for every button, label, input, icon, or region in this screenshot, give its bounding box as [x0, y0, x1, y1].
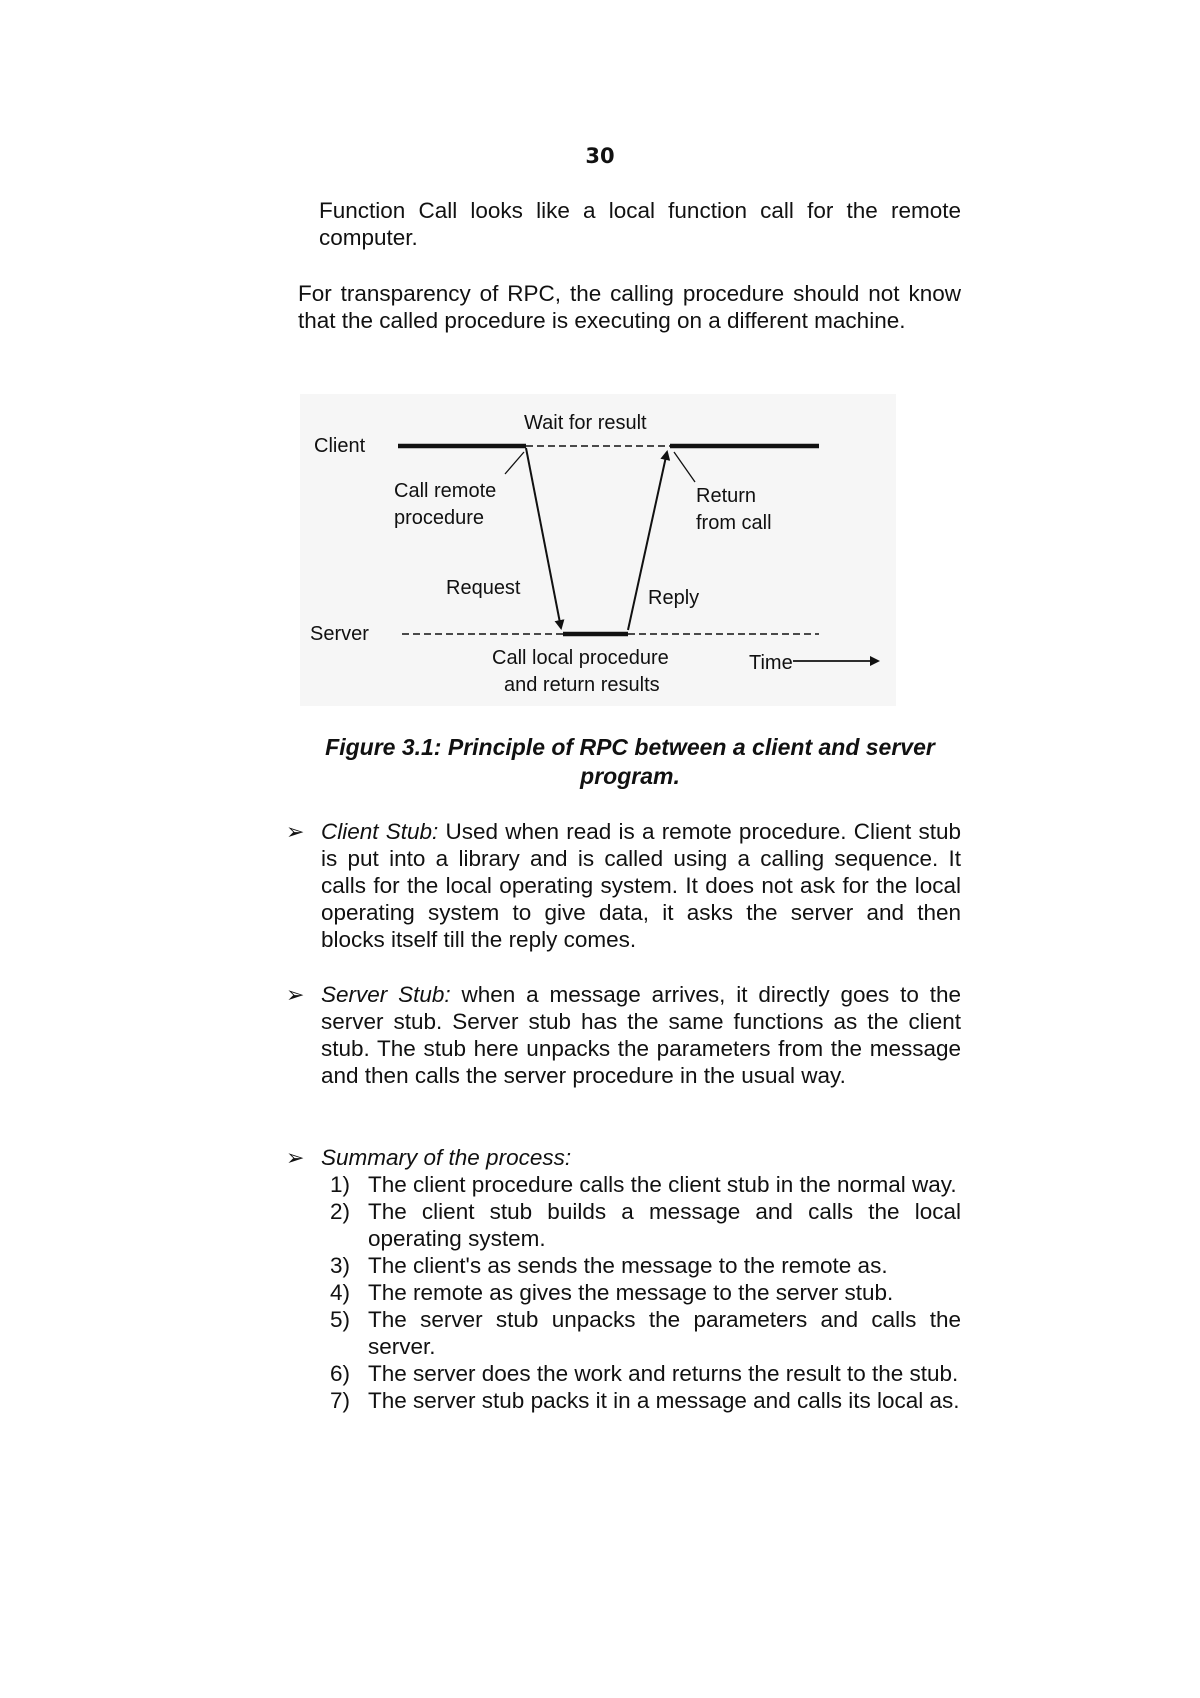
step-number: 2) — [330, 1199, 351, 1224]
label-wait-for-result: Wait for result — [524, 412, 647, 434]
bullet-summary — [286, 1144, 961, 1171]
list-item — [330, 1360, 961, 1387]
bullet-marker: ➢ — [286, 819, 305, 844]
paragraph-function-call: Function Call looks like a local function call for the remote computer. — [319, 198, 961, 250]
label-server: Server — [310, 623, 369, 645]
list-item — [330, 1198, 961, 1252]
bullet-body: when a message arrives, it directly goes to the server stub. Server stub has the same functions as the client stub. The stub here unpacks the parameters from the message and then calls the server procedure in the usual way. — [321, 982, 961, 1088]
request-arrow — [526, 448, 561, 628]
label-call-local-2: and return results — [504, 674, 660, 696]
call-remote-leader — [505, 452, 524, 474]
label-return-2: from call — [696, 512, 772, 534]
label-request: Request — [446, 577, 521, 599]
label-client: Client — [314, 435, 366, 457]
bullet-marker: ➢ — [286, 982, 305, 1007]
label-time: Time — [749, 652, 793, 674]
return-leader — [674, 452, 695, 482]
step-number: 1) — [330, 1172, 351, 1197]
step-number: 7) — [330, 1388, 351, 1413]
step-number: 4) — [330, 1280, 351, 1305]
bullet-body: Used when read is a remote procedure. Client stub is put into a library and is called using a calling sequence. It calls for the local operating system. It does not ask for the local operating system to give data, it asks the server and then blocks itself till the reply comes. — [321, 819, 961, 952]
bullet-server-stub — [286, 981, 961, 1089]
bullet-term: Client Stub: — [321, 819, 439, 844]
label-call-remote-2: procedure — [394, 507, 485, 529]
step-text: The client procedure calls the client stub in the normal way. — [368, 1172, 957, 1197]
step-text: The server stub unpacks the parameters and calls the server. — [368, 1307, 961, 1359]
bullet-text — [321, 981, 961, 1089]
list-item — [330, 1387, 961, 1414]
label-return-1: Return — [696, 485, 757, 507]
step-text: The server stub packs it in a message and calls its local as. — [368, 1388, 960, 1413]
paragraph-transparency: For transparency of RPC, the calling procedure should not know that the called procedure is executing on a different machine. — [298, 281, 961, 333]
list-item — [330, 1171, 961, 1198]
label-reply: Reply — [648, 587, 700, 609]
list-item — [330, 1279, 961, 1306]
summary-steps-list — [330, 1171, 961, 1414]
list-item — [330, 1306, 961, 1360]
bullet-text — [321, 1144, 961, 1171]
bullet-client-stub — [286, 818, 961, 953]
bullet-term: Summary of the process: — [321, 1145, 572, 1170]
step-number: 6) — [330, 1361, 351, 1386]
step-text: The client's as sends the message to the remote as. — [368, 1253, 888, 1278]
step-text: The server does the work and returns the result to the stub. — [368, 1361, 959, 1386]
page-number: 30 — [585, 144, 615, 168]
step-number: 3) — [330, 1253, 351, 1278]
bullet-marker: ➢ — [286, 1145, 305, 1170]
step-text: The client stub builds a message and calls the local operating system. — [368, 1199, 961, 1251]
rpc-figure — [300, 394, 896, 706]
bullet-text — [321, 818, 961, 953]
step-number: 5) — [330, 1307, 351, 1332]
figure-caption: Figure 3.1: Principle of RPC between a client and server program. — [325, 734, 935, 789]
step-text: The remote as gives the message to the server stub. — [368, 1280, 894, 1305]
list-item — [330, 1252, 961, 1279]
label-call-local-1: Call local procedure — [492, 647, 669, 669]
rpc-diagram — [300, 394, 896, 706]
label-call-remote-1: Call remote — [394, 480, 497, 502]
bullet-term: Server Stub: — [321, 982, 451, 1007]
